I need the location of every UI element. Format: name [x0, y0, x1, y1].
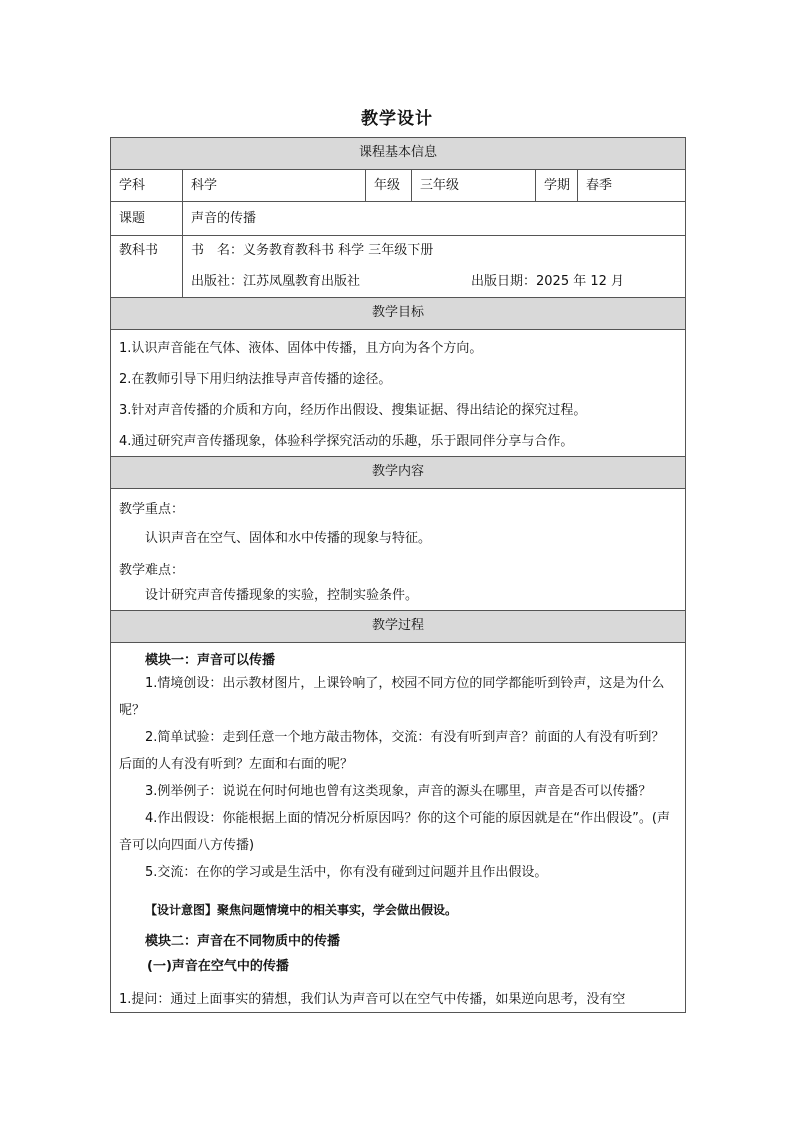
textbook-details [183, 236, 685, 297]
module-1-title: 模块一：声音可以传播 [145, 653, 276, 668]
topic-value: 声音的传播 [191, 211, 257, 226]
content-body [111, 489, 685, 611]
subject-label: 学科 [111, 170, 183, 201]
process-step: 4.作出假设：你能根据上面的情况分析原因吗？你的这个可能的原因就是在“作出假设”。(声音可以向四面八方传播) [119, 811, 670, 853]
term-value: 春季 [586, 178, 613, 193]
basic-info-header: 课程基本信息 [111, 138, 685, 170]
page-title: 教学设计 [361, 109, 433, 129]
content-header: 教学内容 [111, 457, 685, 489]
textbook-label: 教科书 [111, 236, 183, 297]
textbook-row [111, 236, 685, 298]
goal-item: 3.针对声音传播的介质和方向，经历作出假设、搜集证据、得出结论的探究过程。 [119, 403, 587, 418]
process-step: 5.交流：在你的学习或是生活中，你有没有碰到过问题并且作出假设。 [145, 865, 548, 880]
topic-row [111, 202, 685, 236]
goal-item: 2.在教师引导下用归纳法推导声音传播的途径。 [119, 372, 392, 387]
grade-value: 三年级 [412, 170, 536, 201]
goals-list [111, 330, 685, 457]
key-point-text: 认识声音在空气、固体和水中传播的现象与特征。 [145, 531, 432, 546]
subject-row [111, 170, 685, 202]
module-2-title: 模块二：声音在不同物质中的传播 [145, 934, 341, 949]
process-step: 3.例举例子：说说在何时何地也曾有这类现象，声音的源头在哪里，声音是否可以传播？ [145, 784, 652, 799]
goal-item: 1.认识声音能在气体、液体、固体中传播，且方向为各个方向。 [119, 341, 483, 356]
lesson-plan-table [110, 137, 686, 1013]
process-question: 1.提问：通过上面事实的猜想，我们认为声音可以在空气中传播，如果逆向思考，没有空 [119, 992, 626, 1007]
difficulty-text: 设计研究声音传播现象的实验，控制实验条件。 [145, 588, 419, 603]
subsection-title: (一)声音在空气中的传播 [147, 959, 289, 974]
subject-value: 科学 [183, 170, 366, 201]
goal-item: 4.通过研究声音传播现象，体验科学探究活动的乐趣，乐于跟同伴分享与合作。 [119, 434, 574, 449]
design-intent: 【设计意图】聚焦问题情境中的相关事实，学会做出假设。 [145, 903, 458, 917]
topic-label: 课题 [111, 202, 183, 235]
goals-header: 教学目标 [111, 298, 685, 330]
publisher: 出版社：江苏凤凰教育出版社 [191, 274, 361, 289]
key-point-label: 教学重点： [119, 502, 185, 517]
process-body [111, 643, 685, 1013]
process-step: 2.简单试验：走到任意一个地方敲击物体，交流：有没有听到声音？前面的人有没有听到？后面的人有没有听到？左面和右面的呢？ [119, 730, 665, 772]
process-step: 1.情境创设：出示教材图片，上课铃响了，校园不同方位的同学都能听到铃声，这是为什么呢？ [119, 676, 665, 718]
term-label: 学期 [536, 170, 578, 201]
difficulty-label: 教学难点： [119, 563, 185, 578]
process-header: 教学过程 [111, 611, 685, 643]
publish-date: 出版日期：2025 年 12 月 [471, 274, 625, 289]
grade-label: 年级 [366, 170, 412, 201]
book-name: 书 名：义务教育教科书 科学 三年级下册 [191, 243, 434, 258]
